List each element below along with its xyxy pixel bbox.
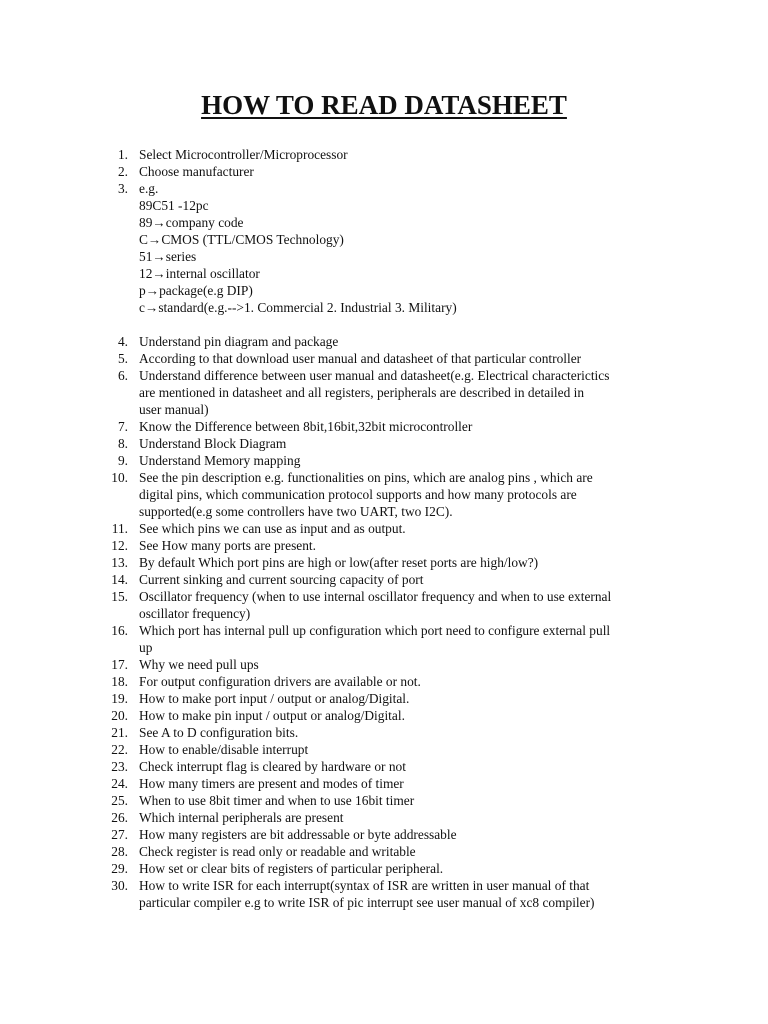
list-item	[100, 367, 680, 418]
list-item	[100, 163, 680, 180]
list-item-number: 26.	[111, 810, 128, 825]
page-title	[0, 88, 768, 122]
list-item	[100, 673, 680, 690]
list-item-text: Current sinking and current sourcing capacity of port	[139, 572, 424, 587]
list-item-text: How to make pin input / output or analog/Digital.	[139, 708, 405, 723]
list-item-text: supported(e.g some controllers have two UART, two I2C).	[139, 504, 453, 519]
list-item-number: 6.	[117, 368, 128, 383]
list-item-number: 17.	[111, 657, 128, 672]
list-item	[100, 656, 680, 673]
list-item-text: How set or clear bits of registers of particular peripheral.	[139, 861, 444, 876]
page-title-text: HOW TO READ DATASHEET	[201, 90, 567, 120]
list-item-text: See How many ports are present.	[139, 538, 317, 553]
list-item-number: 16.	[111, 623, 128, 638]
list-item-number: 12.	[111, 538, 128, 553]
list-item-text: Select Microcontroller/Microprocessor	[139, 147, 348, 162]
list-item	[100, 571, 680, 588]
list-item-text: 12→internal oscillator	[139, 266, 260, 281]
list-item-text: According to that download user manual and datasheet of that particular controller	[139, 351, 582, 366]
list-item-number: 10.	[111, 470, 128, 485]
list-item	[100, 843, 680, 860]
list-item-text: How to write ISR for each interrupt(syntax of ISR are written in user manual of that	[139, 878, 590, 893]
list-item	[100, 520, 680, 537]
list-item-number: 9.	[117, 453, 128, 468]
list-item-text: How to enable/disable interrupt	[139, 742, 309, 757]
list-item-number: 3.	[117, 181, 128, 196]
list-item-number: 1.	[117, 147, 128, 162]
list-item-text: Which internal peripherals are present	[139, 810, 344, 825]
list-item-number: 23.	[111, 759, 128, 774]
list-item-number: 2.	[117, 164, 128, 179]
list-item-text: c→standard(e.g.-->1. Commercial 2. Industrial 3. Military)	[139, 300, 457, 315]
list-item	[100, 452, 680, 469]
list-item	[100, 622, 680, 656]
list-item-text: Understand Memory mapping	[139, 453, 301, 468]
list-item-text: Know the Difference between 8bit,16bit,32bit microcontroller	[139, 419, 473, 434]
list-item-text: See A to D configuration bits.	[139, 725, 299, 740]
list-item	[100, 775, 680, 792]
list-item-text: e.g.	[139, 181, 159, 196]
list-item-number: 27.	[111, 827, 128, 842]
list-item-text: Why we need pull ups	[139, 657, 259, 672]
list-item	[100, 741, 680, 758]
list-item-text: By default Which port pins are high or low(after reset ports are high/low?)	[139, 555, 539, 570]
list-item-number: 8.	[117, 436, 128, 451]
list-item	[100, 333, 680, 350]
list-item	[100, 758, 680, 775]
list-item-text: Understand Block Diagram	[139, 436, 287, 451]
list-item	[100, 146, 680, 163]
list-item	[100, 588, 680, 622]
list-item-text: 89C51 -12pc	[139, 198, 209, 213]
list-item-number: 15.	[111, 589, 128, 604]
list-item-text: oscillator frequency)	[139, 606, 251, 621]
list-item	[100, 826, 680, 843]
list-item-text: up	[139, 640, 153, 655]
list-item-text: are mentioned in datasheet and all registers, peripherals are described in detailed in	[139, 385, 585, 400]
list-item	[100, 792, 680, 809]
list-item-number: 4.	[117, 334, 128, 349]
list-item-number: 20.	[111, 708, 128, 723]
list-item-text: Check interrupt flag is cleared by hardware or not	[139, 759, 406, 774]
list-item	[100, 860, 680, 877]
list-item-number: 22.	[111, 742, 128, 757]
list-item-text: Understand pin diagram and package	[139, 334, 339, 349]
list-item	[100, 707, 680, 724]
list-item	[100, 418, 680, 435]
list-item	[100, 469, 680, 520]
list-item	[100, 537, 680, 554]
list-item-text: C→CMOS (TTL/CMOS Technology)	[139, 232, 344, 247]
list-item-text: particular compiler e.g to write ISR of pic interrupt see user manual of xc8 compiler)	[139, 895, 595, 910]
list-item-text: How to make port input / output or analog/Digital.	[139, 691, 410, 706]
list-item-text: 89→company code	[139, 215, 244, 230]
list-item-number: 29.	[111, 861, 128, 876]
list-item-text: Choose manufacturer	[139, 164, 254, 179]
list-item-number: 14.	[111, 572, 128, 587]
list-item	[100, 724, 680, 741]
list-item-number: 19.	[111, 691, 128, 706]
list-item	[100, 180, 680, 316]
list-item-text: Which port has internal pull up configuration which port need to configure external pull	[139, 623, 611, 638]
list-item-text: See which pins we can use as input and as output.	[139, 521, 406, 536]
list-item	[100, 690, 680, 707]
list-item	[100, 350, 680, 367]
list-item-number: 30.	[111, 878, 128, 893]
numbered-list	[100, 146, 680, 911]
list-item	[100, 877, 680, 911]
list-item-number: 13.	[111, 555, 128, 570]
list-item-text: digital pins, which communication protocol supports and how many protocols are	[139, 487, 577, 502]
list-item-number: 28.	[111, 844, 128, 859]
list-item-text: For output configuration drivers are available or not.	[139, 674, 421, 689]
list-spacer	[100, 316, 680, 333]
list-item-text: Check register is read only or readable and writable	[139, 844, 416, 859]
list-item-text: 51→series	[139, 249, 197, 264]
list-item-text: Oscillator frequency (when to use internal oscillator frequency and when to use external	[139, 589, 612, 604]
list-item-number: 21.	[111, 725, 128, 740]
list-item-text: Understand difference between user manual and datasheet(e.g. Electrical characterictics	[139, 368, 610, 383]
list-item	[100, 809, 680, 826]
list-item-number: 24.	[111, 776, 128, 791]
list-item-number: 11.	[111, 521, 128, 536]
list-item-text: When to use 8bit timer and when to use 16bit timer	[139, 793, 415, 808]
list-item-number: 5.	[117, 351, 128, 366]
list-item-number: 7.	[117, 419, 128, 434]
list-item-text: How many timers are present and modes of timer	[139, 776, 404, 791]
list-item-number: 25.	[111, 793, 128, 808]
list-item	[100, 554, 680, 571]
list-item-text: user manual)	[139, 402, 209, 417]
list-item	[100, 435, 680, 452]
list-item-text: p→package(e.g DIP)	[139, 283, 253, 298]
list-item-text: See the pin description e.g. functionalities on pins, which are analog pins , which are	[139, 470, 593, 485]
list-item-text: How many registers are bit addressable or byte addressable	[139, 827, 457, 842]
list-item-number: 18.	[111, 674, 128, 689]
